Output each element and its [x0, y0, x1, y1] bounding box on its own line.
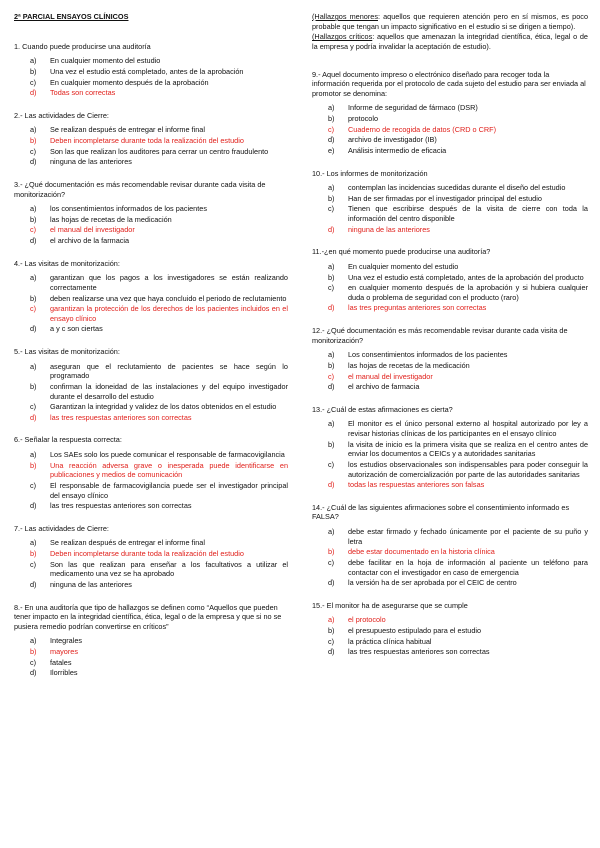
option-text: Una vez el estudio está completado, antes de la aprobación del producto	[348, 272, 584, 282]
finding-definition: : aquellos que requieren atención pero en sí mismos, es poco probable que tengan un impacto significativo en el estudio si se dirigen a tiempo).	[312, 12, 588, 31]
option-text: Son las que realizan para enseñar a los facultativos a utilizar el medicamento una vez se ha aprobado	[50, 559, 288, 579]
option-letter: c)	[328, 371, 335, 381]
option-text: ninguna de las anteriores	[50, 579, 132, 589]
option	[14, 668, 288, 678]
correct-option	[312, 547, 588, 557]
option-letter: a)	[30, 361, 37, 371]
option	[312, 527, 588, 546]
option-text: Análisis intermedio de eficacia	[348, 145, 447, 155]
option	[312, 183, 588, 193]
option-letter: a)	[30, 273, 37, 283]
option-text: ninguna de las anteriores	[50, 157, 132, 167]
option-text: archivo de investigador (IB)	[348, 135, 437, 145]
option-letter: d)	[328, 647, 335, 657]
option-text: el protocolo	[348, 615, 386, 625]
option-letter: d)	[30, 668, 37, 678]
question-block	[312, 326, 588, 392]
option-text: fatales	[50, 657, 72, 667]
option-text: protocolo	[348, 114, 379, 123]
question-block	[14, 180, 288, 246]
option-text: debe estar firmado y fechado únicamente por el paciente de su puño y letra	[348, 527, 588, 546]
question-block	[14, 111, 288, 167]
option-letter: c)	[30, 559, 37, 569]
question-text: 4.- Las visitas de monitorización:	[14, 258, 120, 268]
correct-option	[312, 615, 588, 625]
option-letter: b)	[30, 647, 37, 656]
option-letter: d)	[328, 578, 335, 588]
option-text: deben realizarse una vez que haya concluido el periodo de reclutamiento	[50, 293, 287, 303]
correct-option	[14, 88, 288, 98]
option	[14, 481, 288, 500]
option	[312, 382, 588, 392]
option-letter: c)	[30, 480, 37, 490]
left-column	[14, 12, 288, 691]
option	[14, 215, 288, 225]
correct-option	[14, 225, 288, 235]
option-letter: b)	[30, 66, 37, 76]
correct-option	[312, 372, 588, 382]
option-letter: b)	[328, 547, 335, 557]
option-text: El monitor es el único personal externo al hospital autorizado por ley a revisar historias clínicas de los participantes en el ensayo clínico	[348, 419, 588, 438]
option-letter: c)	[30, 77, 37, 87]
option	[14, 125, 288, 135]
option-letter: b)	[30, 549, 37, 558]
option	[312, 350, 588, 360]
finding-note	[312, 32, 588, 51]
option	[14, 402, 288, 412]
option-letter: a)	[30, 204, 37, 214]
option-text: Integrales	[50, 636, 83, 646]
option-text: las hojas de recetas de la medicación	[348, 360, 470, 370]
option-text: en cualquier momento después de la aprobación y si hubiera cualquier duda o problema de seguridad con el producto (raro)	[348, 283, 588, 302]
option-text: las tres respuestas anteriores son correctas	[50, 501, 192, 511]
option-text: Una reacción adversa grave o inesperada puede identificarse en publicaciones y medios de comunicación	[50, 460, 288, 480]
option-letter: c)	[328, 557, 335, 567]
option-letter: a)	[328, 419, 335, 429]
option-text: Una vez el estudio está completado, antes de la aprobación	[50, 66, 244, 76]
correct-option	[14, 549, 288, 559]
question-block	[312, 503, 588, 588]
option-text: los consentimientos informados de los pacientes	[50, 204, 207, 214]
option-letter: d)	[328, 303, 335, 313]
option-letter: b)	[328, 114, 335, 123]
option-text: Los consentimientos informados de los pacientes	[348, 350, 508, 360]
option-text: contemplan las incidencias sucedidas durante el diseño del estudio	[348, 183, 566, 193]
question-block	[312, 169, 588, 235]
question-block	[312, 247, 588, 313]
option-text: aseguran que el reclutamiento de pacientes se hace según lo programado	[50, 361, 288, 381]
option	[312, 114, 588, 124]
option-letter: a)	[30, 56, 37, 66]
question-text: 11.-¿en qué momento puede producirse una auditoría?	[312, 247, 491, 257]
option-letter: c)	[30, 146, 37, 156]
option	[14, 382, 288, 401]
option-letter: c)	[30, 402, 37, 412]
option	[14, 67, 288, 77]
question-block	[312, 601, 588, 657]
option	[312, 262, 588, 272]
option-letter: a)	[328, 615, 335, 625]
option-text: la versión ha de ser aprobada por el CEIC de centro	[348, 578, 517, 588]
option-text: Deben incompletarse durante toda la realización del estudio	[50, 136, 244, 145]
option	[312, 283, 588, 302]
option-letter: d)	[30, 324, 37, 334]
option	[312, 578, 588, 588]
correct-option	[14, 461, 288, 480]
option-letter: a)	[30, 450, 37, 459]
option-letter: a)	[328, 183, 335, 193]
option-letter: d)	[30, 579, 37, 589]
option-letter: b)	[328, 626, 335, 635]
option-letter: c)	[328, 283, 335, 293]
option	[14, 236, 288, 246]
correct-option	[14, 413, 288, 423]
option	[312, 460, 588, 479]
question-text: 15.- El monitor ha de asegurarse que se cumple	[312, 600, 468, 610]
option-text: el presupuesto estipulado para el estudio	[348, 626, 482, 635]
option-text: Garantizan la integridad y validez de los datos obtenidos en el estudio	[50, 402, 277, 412]
option-text: En cualquier momento del estudio	[50, 56, 161, 66]
question-text: 8.- En una auditoría que tipo de hallazgos se definen como “Aquellos que pueden tener impacto en la integridad científica, ética, legal o de la empresa y que si no se pusiera remedio podrían convertirse en críticos”	[14, 602, 282, 631]
option-letter: d)	[328, 224, 335, 234]
option-letter: e)	[328, 145, 335, 155]
option-text: Se realizan después de entregar el informe final	[50, 125, 205, 135]
option-text: la práctica clínica habitual	[348, 636, 432, 646]
question-text: 2.- Las actividades de Cierre:	[14, 110, 109, 120]
option	[14, 324, 288, 334]
option-letter: d)	[30, 501, 37, 511]
option-text: el archivo de la farmacia	[50, 236, 130, 245]
option	[14, 658, 288, 668]
option-text: Tienen que escribirse después de la visita de cierre con toda la información del centro disponible	[348, 204, 588, 223]
option-letter: d)	[30, 157, 37, 167]
option-letter: a)	[328, 261, 335, 271]
option	[14, 560, 288, 579]
option	[312, 194, 588, 204]
option-letter: c)	[328, 124, 335, 134]
option	[14, 501, 288, 511]
option-letter: d)	[30, 412, 37, 422]
left-questions	[14, 42, 288, 678]
option	[312, 146, 588, 156]
option-letter: c)	[328, 636, 335, 646]
option-text: Se realizan después de entregar el informe final	[50, 538, 205, 548]
question-text: 3.- ¿Qué documentación es más recomendable revisar durante cada visita de monitorización?	[14, 179, 266, 199]
finding-term: (Hallazgos menores	[312, 12, 378, 21]
option-letter: c)	[30, 304, 37, 314]
question-block	[14, 435, 288, 510]
option	[14, 147, 288, 157]
option-letter: d)	[328, 135, 335, 145]
option-letter: a)	[30, 538, 37, 548]
option	[14, 538, 288, 548]
option-letter: b)	[328, 439, 335, 449]
option-letter: a)	[30, 636, 37, 646]
correct-option	[312, 303, 588, 313]
question-text: 5.- Las visitas de monitorización:	[14, 347, 120, 356]
option	[312, 558, 588, 577]
option-letter: b)	[328, 272, 335, 282]
right-column	[312, 12, 588, 670]
option-text: Todas son correctas	[50, 88, 116, 98]
option	[312, 419, 588, 438]
option-text: garantizan que los pagos a los investigadores se están realizando correctamente	[50, 273, 288, 292]
question-text: 14.- ¿Cuál de las siguientes afirmaciones sobre el consentimiento informado es FALSA?	[312, 502, 570, 522]
option-text: Los SAEs solo los puede comunicar el responsable de farmacovigilancia	[50, 450, 285, 459]
option	[14, 56, 288, 66]
option-letter: a)	[328, 103, 335, 113]
option-text: debe estar documentado en la historia clínica	[348, 547, 495, 557]
option-text: El responsable de farmacovigilancia puede ser el investigador principal del ensayo clínico	[50, 480, 288, 500]
option-letter: b)	[30, 214, 37, 224]
option-text: Han de ser firmadas por el investigador principal del estudio	[348, 193, 542, 203]
option-letter: c)	[30, 225, 37, 235]
option	[14, 362, 288, 381]
option-text: todas las respuestas anteriores son falsas	[348, 480, 485, 490]
option	[14, 294, 288, 304]
option-text: el manual del investigador	[50, 225, 135, 235]
option	[312, 204, 588, 223]
option-letter: b)	[30, 136, 37, 145]
option-letter: c)	[328, 204, 335, 214]
correct-option	[14, 304, 288, 323]
correct-option	[14, 136, 288, 146]
option-text: Son las que realizan los auditores para cerrar un centro fraudulento	[50, 146, 269, 156]
option-text: confirman la idoneidad de las instalaciones y del equipo investigador durante el desarrollo del estudio	[50, 381, 288, 401]
option	[14, 273, 288, 292]
option	[312, 637, 588, 647]
option-letter: b)	[30, 381, 37, 391]
question-block	[14, 603, 288, 678]
option-text: garantizan la protección de los derechos de los pacientes incluidos en el ensayo clínico	[50, 304, 288, 323]
option	[14, 636, 288, 646]
question-text: 1. Cuando puede producirse una auditoría	[14, 41, 151, 51]
option-letter: b)	[30, 293, 37, 303]
option-text: En cualquier momento después de la aprobación	[50, 77, 209, 87]
option-text: Informe de seguridad de fármaco (DSR)	[348, 103, 478, 113]
correct-option	[312, 480, 588, 490]
option-text: a y c son ciertas	[50, 324, 103, 334]
option-text: mayores	[50, 647, 78, 656]
option-text: Deben incompletarse durante toda la realización del estudio	[50, 549, 244, 558]
option-letter: c)	[328, 459, 335, 469]
option-letter: d)	[30, 88, 37, 98]
question-text: 10.- Los informes de monitorización	[312, 168, 428, 178]
option	[14, 78, 288, 88]
option-letter: d)	[328, 480, 335, 490]
option-letter: d)	[30, 236, 37, 245]
question-block	[14, 347, 288, 422]
option-letter: a)	[328, 350, 335, 360]
option	[312, 135, 588, 145]
option-text: el archivo de farmacia	[348, 382, 420, 392]
option-text: Cuaderno de recogida de datos (CRD o CRF)	[348, 124, 497, 134]
option-text: las tres preguntas anteriores son correctas	[348, 303, 487, 313]
option-letter: b)	[30, 460, 37, 470]
question-block	[14, 259, 288, 334]
option-text: Ilorribles	[50, 668, 78, 678]
right-questions	[312, 70, 588, 657]
option	[312, 440, 588, 459]
option	[14, 157, 288, 167]
correct-option	[312, 125, 588, 135]
option-letter: a)	[30, 125, 37, 135]
option	[312, 647, 588, 657]
option-letter: d)	[328, 382, 335, 392]
question-text: 12.- ¿Qué documentación es más recomendable revisar durante cada visita de monitorización?	[312, 326, 568, 345]
question-text: 9.- Aquel documento impreso o electrónico diseñado para recoger toda la información requerida por el protocolo de cada sujeto del estudio para ser enviada al promotor se denomina:	[312, 69, 586, 98]
question-text: 6.- Señalar la respuesta correcta:	[14, 435, 122, 445]
page-title: 2ª PARCIAL ENSAYOS CLÍNICOS	[14, 12, 129, 21]
finding-note	[312, 12, 588, 31]
option	[14, 204, 288, 214]
option	[312, 103, 588, 113]
finding-term: (Hallazgos críticos	[312, 32, 373, 42]
option-text: En cualquier momento del estudio	[348, 261, 459, 271]
option	[312, 273, 588, 283]
correct-option	[14, 647, 288, 657]
option-text: las hojas de recetas de la medicación	[50, 214, 172, 224]
option	[14, 450, 288, 460]
option	[312, 626, 588, 636]
question-block	[14, 524, 288, 590]
findings-notes	[312, 12, 588, 52]
option-letter: b)	[328, 360, 335, 370]
option-letter: a)	[328, 527, 335, 536]
option-text: el manual del investigador	[348, 371, 433, 381]
correct-option	[312, 225, 588, 235]
option	[14, 580, 288, 590]
question-block	[312, 70, 588, 156]
question-block	[312, 405, 588, 490]
question-text: 7.- Las actividades de Cierre:	[14, 523, 109, 533]
option-letter: c)	[30, 657, 37, 667]
question-text: 13.- ¿Cuál de estas afirmaciones es cierta?	[312, 404, 453, 414]
option-text: debe facilitar en la hoja de información al paciente un teléfono para contactar con el investigador en caso de emergencia	[348, 557, 588, 577]
question-block	[14, 42, 288, 98]
option-text: las tres respuestas anteriores son correctas	[348, 647, 490, 657]
option-text: ninguna de las anteriores	[348, 224, 430, 234]
option-text: la visita de inicio es la primera visita que se realiza en el centro antes de enviar los documentos a CEICs y a autoridades sanitarias	[348, 439, 588, 459]
finding-definition: : aquellos que amenazan la integridad científica, ética, legal o de la empresa y podría invalidar la aceptación de estudio).	[312, 32, 588, 51]
option-text: las tres respuestas anteriores son correctas	[50, 412, 192, 422]
option	[312, 361, 588, 371]
option-text: los estudios observacionales son indispensables para poder conseguir la autorización de comercialización por parte de las autoridades sanitarias	[348, 459, 588, 479]
option-letter: b)	[328, 193, 335, 203]
